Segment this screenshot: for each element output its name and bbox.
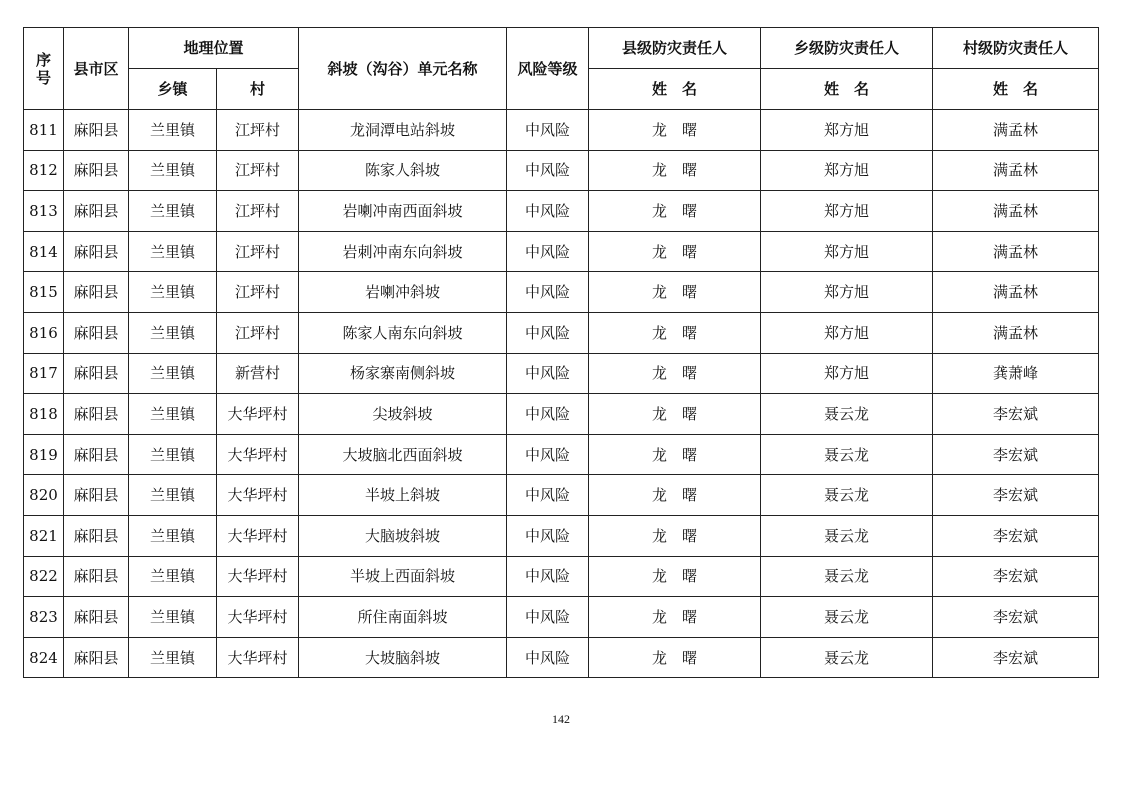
cell-county: 麻阳县: [64, 434, 129, 475]
cell-county: 麻阳县: [64, 515, 129, 556]
cell-county: 麻阳县: [64, 556, 129, 597]
cell-risk-level: 中风险: [507, 110, 589, 151]
cell-risk-level: 中风险: [507, 434, 589, 475]
table-row: [24, 394, 1099, 435]
cell-village: 大华坪村: [217, 597, 299, 638]
cell-village-person: 龚萧峰: [933, 353, 1099, 394]
cell-county-person: 龙 曙: [589, 110, 761, 151]
cell-unit-name: 尖坡斜坡: [299, 394, 507, 435]
table-row: [24, 110, 1099, 151]
cell-village: 大华坪村: [217, 515, 299, 556]
cell-county: 麻阳县: [64, 272, 129, 313]
cell-seq: 813: [24, 191, 64, 232]
cell-county: 麻阳县: [64, 475, 129, 516]
cell-county: 麻阳县: [64, 231, 129, 272]
table-row: [24, 272, 1099, 313]
cell-village: 江坪村: [217, 191, 299, 232]
cell-township: 兰里镇: [129, 394, 217, 435]
cell-village-person: 满孟林: [933, 191, 1099, 232]
header-county-person-name: 姓 名: [589, 69, 761, 110]
cell-village: 大华坪村: [217, 394, 299, 435]
table-row: [24, 597, 1099, 638]
cell-town-person: 郑方旭: [761, 312, 933, 353]
cell-seq: 822: [24, 556, 64, 597]
cell-village-person: 李宏斌: [933, 556, 1099, 597]
disaster-responsibility-table: [23, 27, 1099, 678]
table-row: [24, 637, 1099, 678]
cell-village: 大华坪村: [217, 475, 299, 516]
table-row: [24, 434, 1099, 475]
cell-seq: 814: [24, 231, 64, 272]
table-row: [24, 150, 1099, 191]
header-village-person-name: 姓 名: [933, 69, 1099, 110]
cell-risk-level: 中风险: [507, 312, 589, 353]
cell-town-person: 郑方旭: [761, 231, 933, 272]
cell-township: 兰里镇: [129, 475, 217, 516]
cell-unit-name: 岩刺冲南东向斜坡: [299, 231, 507, 272]
cell-village: 大华坪村: [217, 556, 299, 597]
header-county-person: 县级防灾责任人: [589, 28, 761, 69]
cell-township: 兰里镇: [129, 353, 217, 394]
cell-township: 兰里镇: [129, 110, 217, 151]
cell-county-person: 龙 曙: [589, 515, 761, 556]
cell-county-person: 龙 曙: [589, 637, 761, 678]
cell-unit-name: 龙洞潭电站斜坡: [299, 110, 507, 151]
cell-seq: 816: [24, 312, 64, 353]
cell-county-person: 龙 曙: [589, 475, 761, 516]
cell-unit-name: 陈家人南东向斜坡: [299, 312, 507, 353]
cell-town-person: 聂云龙: [761, 394, 933, 435]
cell-risk-level: 中风险: [507, 191, 589, 232]
cell-county: 麻阳县: [64, 597, 129, 638]
cell-town-person: 郑方旭: [761, 110, 933, 151]
cell-unit-name: 大坡脑北西面斜坡: [299, 434, 507, 475]
cell-county: 麻阳县: [64, 110, 129, 151]
header-seq-text: 序号: [35, 50, 51, 87]
cell-county: 麻阳县: [64, 394, 129, 435]
header-village-person: 村级防灾责任人: [933, 28, 1099, 69]
header-risk-level: 风险等级: [507, 28, 589, 110]
cell-township: 兰里镇: [129, 272, 217, 313]
cell-village-person: 满孟林: [933, 272, 1099, 313]
cell-village: 江坪村: [217, 110, 299, 151]
cell-town-person: 聂云龙: [761, 434, 933, 475]
cell-village-person: 李宏斌: [933, 475, 1099, 516]
cell-village-person: 满孟林: [933, 110, 1099, 151]
cell-village: 江坪村: [217, 231, 299, 272]
header-township: 乡镇: [129, 69, 217, 110]
cell-county-person: 龙 曙: [589, 150, 761, 191]
cell-seq: 823: [24, 597, 64, 638]
cell-township: 兰里镇: [129, 515, 217, 556]
cell-village: 大华坪村: [217, 434, 299, 475]
table-row: [24, 231, 1099, 272]
page-number: 142: [552, 712, 570, 726]
cell-seq: 811: [24, 110, 64, 151]
cell-village: 江坪村: [217, 150, 299, 191]
cell-township: 兰里镇: [129, 597, 217, 638]
table-row: [24, 515, 1099, 556]
cell-risk-level: 中风险: [507, 394, 589, 435]
cell-risk-level: 中风险: [507, 515, 589, 556]
header-location: 地理位置: [129, 28, 299, 69]
cell-town-person: 郑方旭: [761, 353, 933, 394]
cell-unit-name: 岩喇冲斜坡: [299, 272, 507, 313]
cell-seq: 818: [24, 394, 64, 435]
table-row: [24, 312, 1099, 353]
cell-unit-name: 陈家人斜坡: [299, 150, 507, 191]
cell-village-person: 李宏斌: [933, 394, 1099, 435]
cell-town-person: 郑方旭: [761, 191, 933, 232]
cell-township: 兰里镇: [129, 191, 217, 232]
cell-town-person: 聂云龙: [761, 637, 933, 678]
table-row: [24, 353, 1099, 394]
cell-village: 江坪村: [217, 312, 299, 353]
cell-town-person: 聂云龙: [761, 597, 933, 638]
cell-seq: 815: [24, 272, 64, 313]
cell-seq: 824: [24, 637, 64, 678]
cell-seq: 817: [24, 353, 64, 394]
cell-village-person: 满孟林: [933, 150, 1099, 191]
cell-town-person: 郑方旭: [761, 272, 933, 313]
cell-county: 麻阳县: [64, 150, 129, 191]
cell-township: 兰里镇: [129, 312, 217, 353]
cell-county-person: 龙 曙: [589, 394, 761, 435]
cell-town-person: 聂云龙: [761, 475, 933, 516]
cell-risk-level: 中风险: [507, 272, 589, 313]
cell-village-person: 满孟林: [933, 231, 1099, 272]
header-town-person: 乡级防灾责任人: [761, 28, 933, 69]
cell-seq: 812: [24, 150, 64, 191]
cell-county-person: 龙 曙: [589, 312, 761, 353]
cell-township: 兰里镇: [129, 434, 217, 475]
cell-village-person: 李宏斌: [933, 434, 1099, 475]
cell-town-person: 聂云龙: [761, 556, 933, 597]
cell-township: 兰里镇: [129, 637, 217, 678]
cell-village-person: 李宏斌: [933, 637, 1099, 678]
cell-county: 麻阳县: [64, 637, 129, 678]
cell-risk-level: 中风险: [507, 150, 589, 191]
header-seq: [24, 28, 64, 110]
cell-town-person: 聂云龙: [761, 515, 933, 556]
cell-township: 兰里镇: [129, 231, 217, 272]
cell-county-person: 龙 曙: [589, 434, 761, 475]
cell-seq: 821: [24, 515, 64, 556]
cell-seq: 820: [24, 475, 64, 516]
cell-county: 麻阳县: [64, 353, 129, 394]
cell-risk-level: 中风险: [507, 353, 589, 394]
cell-village-person: 李宏斌: [933, 515, 1099, 556]
cell-village: 新营村: [217, 353, 299, 394]
cell-county-person: 龙 曙: [589, 597, 761, 638]
cell-risk-level: 中风险: [507, 637, 589, 678]
cell-township: 兰里镇: [129, 150, 217, 191]
cell-risk-level: 中风险: [507, 231, 589, 272]
cell-township: 兰里镇: [129, 556, 217, 597]
cell-county: 麻阳县: [64, 312, 129, 353]
cell-seq: 819: [24, 434, 64, 475]
cell-unit-name: 半坡上斜坡: [299, 475, 507, 516]
cell-town-person: 郑方旭: [761, 150, 933, 191]
cell-unit-name: 所住南面斜坡: [299, 597, 507, 638]
cell-unit-name: 大脑坡斜坡: [299, 515, 507, 556]
cell-county-person: 龙 曙: [589, 231, 761, 272]
cell-risk-level: 中风险: [507, 597, 589, 638]
header-county: 县市区: [64, 28, 129, 110]
cell-county-person: 龙 曙: [589, 191, 761, 232]
cell-risk-level: 中风险: [507, 556, 589, 597]
header-town-person-name: 姓 名: [761, 69, 933, 110]
table-row: [24, 191, 1099, 232]
header-village: 村: [217, 69, 299, 110]
cell-village: 江坪村: [217, 272, 299, 313]
cell-village-person: 李宏斌: [933, 597, 1099, 638]
cell-county-person: 龙 曙: [589, 556, 761, 597]
cell-unit-name: 岩喇冲南西面斜坡: [299, 191, 507, 232]
cell-county: 麻阳县: [64, 191, 129, 232]
table-row: [24, 475, 1099, 516]
cell-county-person: 龙 曙: [589, 353, 761, 394]
cell-risk-level: 中风险: [507, 475, 589, 516]
cell-unit-name: 半坡上西面斜坡: [299, 556, 507, 597]
table-row: [24, 556, 1099, 597]
cell-village-person: 满孟林: [933, 312, 1099, 353]
cell-unit-name: 大坡脑斜坡: [299, 637, 507, 678]
cell-unit-name: 杨家寨南侧斜坡: [299, 353, 507, 394]
header-unit-name: 斜坡（沟谷）单元名称: [299, 28, 507, 110]
cell-village: 大华坪村: [217, 637, 299, 678]
cell-county-person: 龙 曙: [589, 272, 761, 313]
